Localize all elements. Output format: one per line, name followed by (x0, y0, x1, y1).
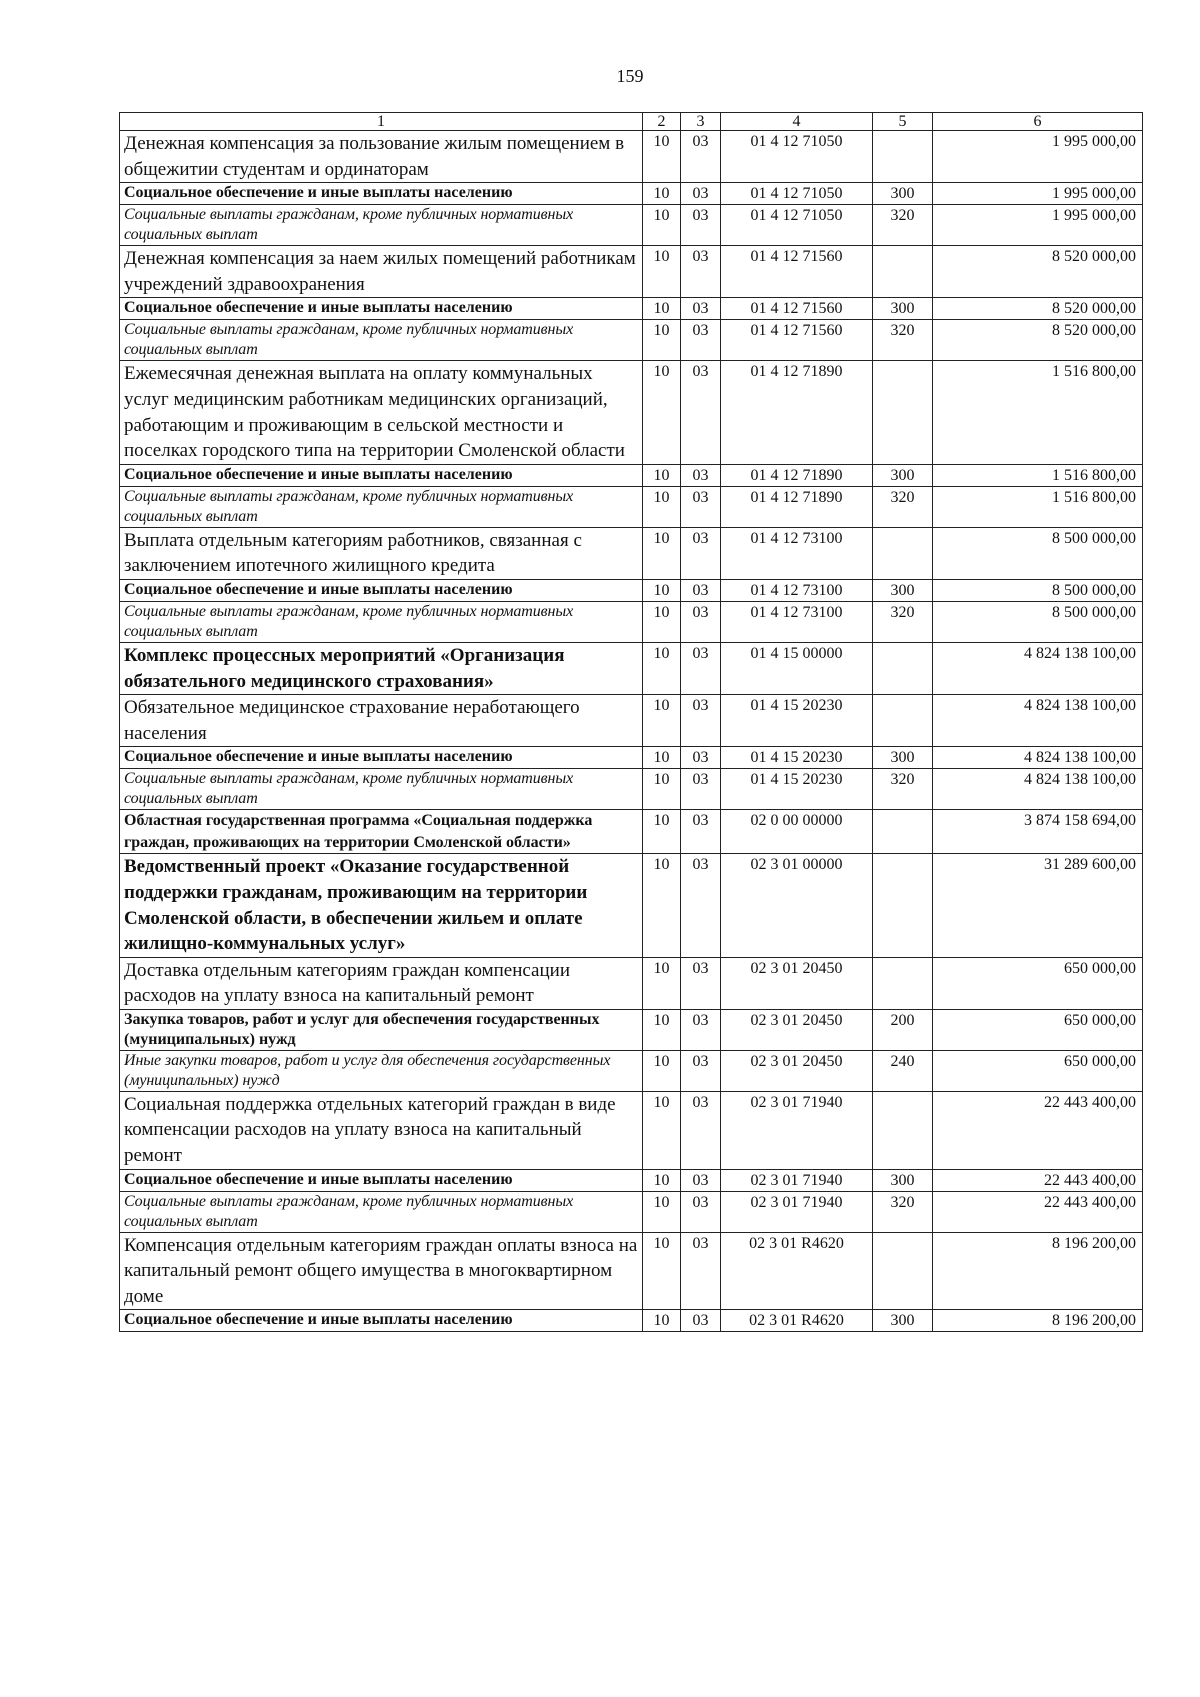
table-row (120, 854, 1143, 957)
table-row (120, 486, 1143, 527)
section-code: 10 (643, 769, 681, 810)
target-article-code: 01 4 15 20230 (721, 695, 873, 747)
subsection-code: 03 (681, 579, 721, 601)
expense-type-code (873, 810, 933, 854)
row-name: Социальное обеспечение и иные выплаты населению (120, 298, 643, 320)
expense-type-code: 240 (873, 1050, 933, 1091)
table-row (120, 695, 1143, 747)
row-name: Иные закупки товаров, работ и услуг для обеспечения государственных (муниципальных) нужд (120, 1050, 643, 1091)
subsection-code: 03 (681, 464, 721, 486)
subsection-code: 03 (681, 183, 721, 205)
section-code: 10 (643, 464, 681, 486)
amount: 31 289 600,00 (933, 854, 1143, 957)
subsection-code: 03 (681, 1232, 721, 1310)
amount: 1 995 000,00 (933, 205, 1143, 246)
amount: 8 500 000,00 (933, 579, 1143, 601)
amount: 8 500 000,00 (933, 601, 1143, 642)
target-article-code: 01 4 12 73100 (721, 527, 873, 579)
expense-type-code (873, 361, 933, 464)
amount: 650 000,00 (933, 957, 1143, 1009)
section-code: 10 (643, 527, 681, 579)
amount: 650 000,00 (933, 1050, 1143, 1091)
expense-type-code (873, 527, 933, 579)
table-body (120, 113, 1143, 1332)
header-row (120, 113, 1143, 131)
column-header: 2 (643, 113, 681, 131)
table-row (120, 601, 1143, 642)
amount: 1 995 000,00 (933, 183, 1143, 205)
subsection-code: 03 (681, 957, 721, 1009)
subsection-code: 03 (681, 527, 721, 579)
table-row (120, 361, 1143, 464)
table-row (120, 747, 1143, 769)
amount: 22 443 400,00 (933, 1169, 1143, 1191)
target-article-code: 02 3 01 20450 (721, 1050, 873, 1091)
target-article-code: 01 4 12 71890 (721, 361, 873, 464)
table-row (120, 642, 1143, 694)
expense-type-code: 320 (873, 769, 933, 810)
table-row (120, 183, 1143, 205)
section-code: 10 (643, 695, 681, 747)
expense-type-code: 300 (873, 747, 933, 769)
row-name: Обязательное медицинское страхование неработающего населения (120, 695, 643, 747)
amount: 22 443 400,00 (933, 1191, 1143, 1232)
expense-type-code: 300 (873, 464, 933, 486)
expense-type-code: 300 (873, 183, 933, 205)
target-article-code: 01 4 12 71890 (721, 486, 873, 527)
row-name: Социальные выплаты гражданам, кроме публичных нормативных социальных выплат (120, 1191, 643, 1232)
amount: 1 516 800,00 (933, 486, 1143, 527)
column-header: 4 (721, 113, 873, 131)
section-code: 10 (643, 1050, 681, 1091)
amount: 8 500 000,00 (933, 527, 1143, 579)
column-header: 3 (681, 113, 721, 131)
page-number: 159 (616, 66, 644, 86)
target-article-code: 01 4 12 71560 (721, 246, 873, 298)
row-name: Социальное обеспечение и иные выплаты населению (120, 464, 643, 486)
expense-type-code: 320 (873, 320, 933, 361)
subsection-code: 03 (681, 642, 721, 694)
row-name: Социальные выплаты гражданам, кроме публичных нормативных социальных выплат (120, 486, 643, 527)
amount: 22 443 400,00 (933, 1091, 1143, 1169)
table-row (120, 1091, 1143, 1169)
table-row (120, 957, 1143, 1009)
expense-type-code: 200 (873, 1009, 933, 1050)
expense-type-code (873, 131, 933, 183)
row-name: Выплата отдельным категориям работников, связанная с заключением ипотечного жилищного кредита (120, 527, 643, 579)
target-article-code: 02 3 01 R4620 (721, 1310, 873, 1332)
subsection-code: 03 (681, 854, 721, 957)
amount: 4 824 138 100,00 (933, 642, 1143, 694)
target-article-code: 01 4 12 71890 (721, 464, 873, 486)
expense-type-code (873, 854, 933, 957)
subsection-code: 03 (681, 1009, 721, 1050)
row-name: Социальное обеспечение и иные выплаты населению (120, 579, 643, 601)
subsection-code: 03 (681, 810, 721, 854)
column-header: 1 (120, 113, 643, 131)
amount: 1 516 800,00 (933, 464, 1143, 486)
table-row (120, 769, 1143, 810)
amount: 8 196 200,00 (933, 1310, 1143, 1332)
subsection-code: 03 (681, 320, 721, 361)
expense-type-code: 320 (873, 601, 933, 642)
row-name: Социальные выплаты гражданам, кроме публичных нормативных социальных выплат (120, 205, 643, 246)
subsection-code: 03 (681, 486, 721, 527)
expense-type-code: 300 (873, 1310, 933, 1332)
target-article-code: 01 4 12 71050 (721, 131, 873, 183)
subsection-code: 03 (681, 1169, 721, 1191)
target-article-code: 02 0 00 00000 (721, 810, 873, 854)
section-code: 10 (643, 642, 681, 694)
expense-type-code: 300 (873, 579, 933, 601)
table-row (120, 810, 1143, 854)
subsection-code: 03 (681, 131, 721, 183)
table-row (120, 1009, 1143, 1050)
target-article-code: 01 4 12 71050 (721, 183, 873, 205)
expense-type-code (873, 246, 933, 298)
subsection-code: 03 (681, 1191, 721, 1232)
target-article-code: 01 4 12 73100 (721, 601, 873, 642)
row-name: Областная государственная программа «Социальная поддержка граждан, проживающих на территории Смоленской области» (120, 810, 643, 854)
expense-type-code: 320 (873, 205, 933, 246)
section-code: 10 (643, 1310, 681, 1332)
section-code: 10 (643, 579, 681, 601)
section-code: 10 (643, 298, 681, 320)
section-code: 10 (643, 486, 681, 527)
amount: 8 520 000,00 (933, 298, 1143, 320)
section-code: 10 (643, 1169, 681, 1191)
table-row (120, 298, 1143, 320)
table-row (120, 1169, 1143, 1191)
table-row (120, 1191, 1143, 1232)
row-name: Доставка отдельным категориям граждан компенсации расходов на уплату взноса на капитальный ремонт (120, 957, 643, 1009)
section-code: 10 (643, 361, 681, 464)
expense-type-code (873, 1091, 933, 1169)
table-row (120, 1310, 1143, 1332)
section-code: 10 (643, 1232, 681, 1310)
amount: 1 995 000,00 (933, 131, 1143, 183)
row-name: Ежемесячная денежная выплата на оплату коммунальных услуг медицинским работникам медицинских организаций, работающим и проживающим в сельской местности и поселках городского типа на территории Смоленской области (120, 361, 643, 464)
section-code: 10 (643, 183, 681, 205)
target-article-code: 01 4 15 20230 (721, 747, 873, 769)
row-name: Социальные выплаты гражданам, кроме публичных нормативных социальных выплат (120, 769, 643, 810)
target-article-code: 01 4 12 71560 (721, 298, 873, 320)
amount: 1 516 800,00 (933, 361, 1143, 464)
row-name: Денежная компенсация за пользование жилым помещением в общежитии студентам и ординаторам (120, 131, 643, 183)
amount: 4 824 138 100,00 (933, 695, 1143, 747)
section-code: 10 (643, 747, 681, 769)
section-code: 10 (643, 854, 681, 957)
expense-type-code (873, 642, 933, 694)
target-article-code: 01 4 12 71050 (721, 205, 873, 246)
target-article-code: 02 3 01 71940 (721, 1091, 873, 1169)
table-row (120, 1232, 1143, 1310)
column-header: 6 (933, 113, 1143, 131)
subsection-code: 03 (681, 246, 721, 298)
section-code: 10 (643, 205, 681, 246)
table-row (120, 320, 1143, 361)
amount: 3 874 158 694,00 (933, 810, 1143, 854)
target-article-code: 02 3 01 71940 (721, 1169, 873, 1191)
row-name: Закупка товаров, работ и услуг для обеспечения государственных (муниципальных) нужд (120, 1009, 643, 1050)
subsection-code: 03 (681, 1091, 721, 1169)
row-name: Комплекс процессных мероприятий «Организация обязательного медицинского страхования» (120, 642, 643, 694)
subsection-code: 03 (681, 1310, 721, 1332)
expense-type-code: 320 (873, 486, 933, 527)
target-article-code: 01 4 12 71560 (721, 320, 873, 361)
target-article-code: 02 3 01 00000 (721, 854, 873, 957)
table-row (120, 464, 1143, 486)
row-name: Социальное обеспечение и иные выплаты населению (120, 747, 643, 769)
row-name: Социальное обеспечение и иные выплаты населению (120, 1310, 643, 1332)
expense-type-code: 320 (873, 1191, 933, 1232)
target-article-code: 02 3 01 20450 (721, 957, 873, 1009)
subsection-code: 03 (681, 601, 721, 642)
expense-type-code: 300 (873, 298, 933, 320)
row-name: Ведомственный проект «Оказание государственной поддержки гражданам, проживающим на территории Смоленской области, в обеспечении жильем и оплате жилищно-коммунальных услуг» (120, 854, 643, 957)
amount: 650 000,00 (933, 1009, 1143, 1050)
table-row (120, 527, 1143, 579)
target-article-code: 02 3 01 20450 (721, 1009, 873, 1050)
section-code: 10 (643, 1091, 681, 1169)
expense-type-code (873, 957, 933, 1009)
table-row (120, 246, 1143, 298)
row-name: Социальная поддержка отдельных категорий граждан в виде компенсации расходов на уплату взноса на капитальный ремонт (120, 1091, 643, 1169)
subsection-code: 03 (681, 205, 721, 246)
table-row (120, 579, 1143, 601)
target-article-code: 02 3 01 R4620 (721, 1232, 873, 1310)
row-name: Социальные выплаты гражданам, кроме публичных нормативных социальных выплат (120, 320, 643, 361)
amount: 8 520 000,00 (933, 320, 1143, 361)
section-code: 10 (643, 1191, 681, 1232)
table-row (120, 1050, 1143, 1091)
budget-table (119, 112, 1143, 1332)
row-name: Социальное обеспечение и иные выплаты населению (120, 1169, 643, 1191)
amount: 4 824 138 100,00 (933, 747, 1143, 769)
section-code: 10 (643, 957, 681, 1009)
section-code: 10 (643, 320, 681, 361)
section-code: 10 (643, 246, 681, 298)
row-name: Социальные выплаты гражданам, кроме публичных нормативных социальных выплат (120, 601, 643, 642)
section-code: 10 (643, 810, 681, 854)
column-header: 5 (873, 113, 933, 131)
amount: 4 824 138 100,00 (933, 769, 1143, 810)
subsection-code: 03 (681, 695, 721, 747)
target-article-code: 01 4 15 00000 (721, 642, 873, 694)
expense-type-code: 300 (873, 1169, 933, 1191)
subsection-code: 03 (681, 747, 721, 769)
expense-type-code (873, 1232, 933, 1310)
subsection-code: 03 (681, 298, 721, 320)
subsection-code: 03 (681, 361, 721, 464)
target-article-code: 01 4 12 73100 (721, 579, 873, 601)
section-code: 10 (643, 131, 681, 183)
subsection-code: 03 (681, 769, 721, 810)
section-code: 10 (643, 1009, 681, 1050)
amount: 8 196 200,00 (933, 1232, 1143, 1310)
subsection-code: 03 (681, 1050, 721, 1091)
section-code: 10 (643, 601, 681, 642)
amount: 8 520 000,00 (933, 246, 1143, 298)
target-article-code: 02 3 01 71940 (721, 1191, 873, 1232)
table-row (120, 131, 1143, 183)
row-name: Денежная компенсация за наем жилых помещений работникам учреждений здравоохранения (120, 246, 643, 298)
table-row (120, 205, 1143, 246)
row-name: Компенсация отдельным категориям граждан оплаты взноса на капитальный ремонт общего имущества в многоквартирном доме (120, 1232, 643, 1310)
target-article-code: 01 4 15 20230 (721, 769, 873, 810)
row-name: Социальное обеспечение и иные выплаты населению (120, 183, 643, 205)
expense-type-code (873, 695, 933, 747)
